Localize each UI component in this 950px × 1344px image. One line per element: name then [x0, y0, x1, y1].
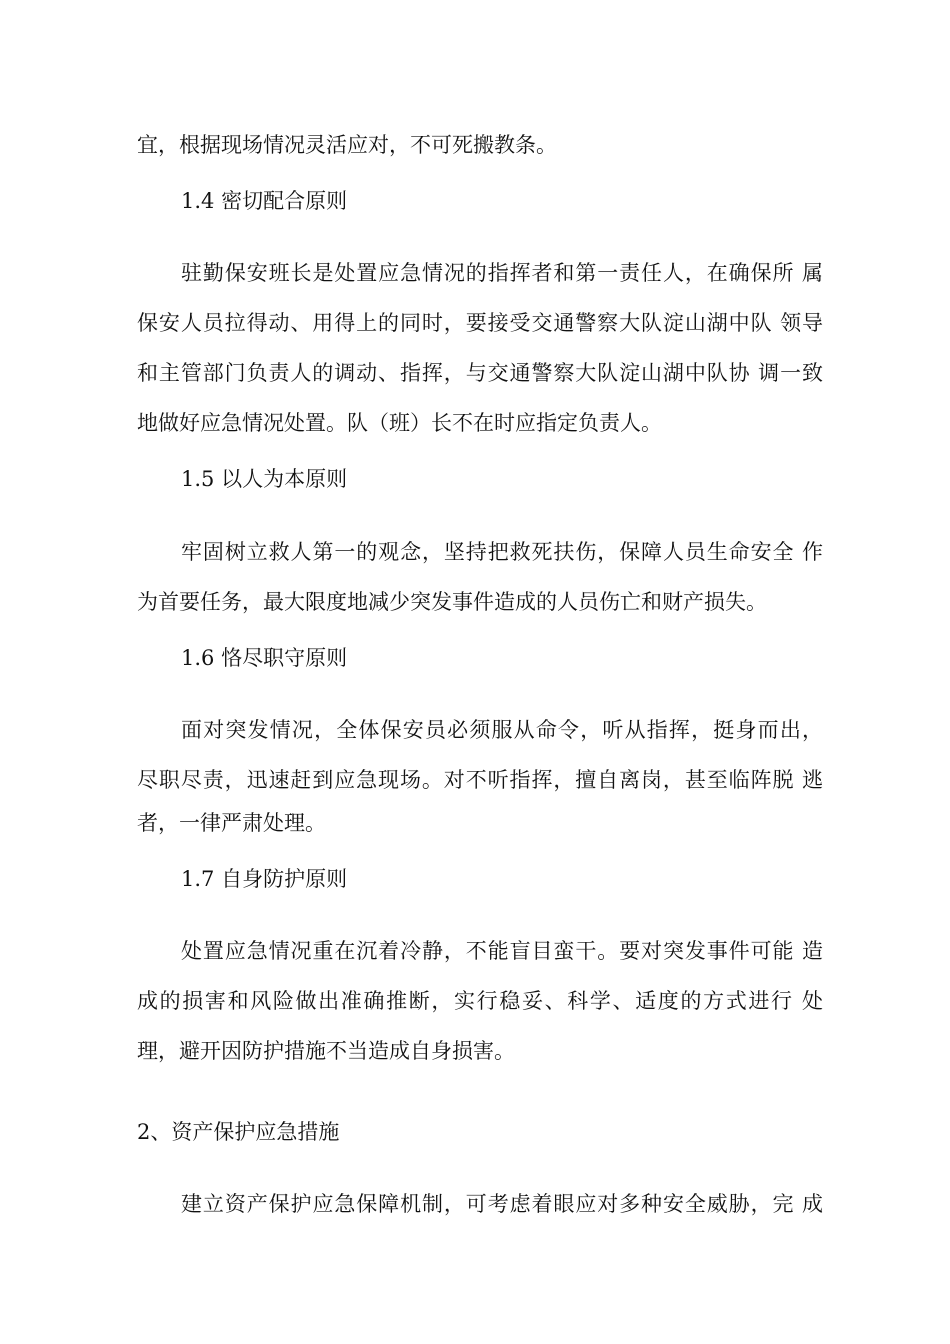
- paragraph-line: 处置应急情况重在沉着冷静，不能盲目蛮干。要对突发事件可能 造: [181, 939, 823, 963]
- paragraph-line: 保安人员拉得动、用得上的同时，要接受交通警察大队淀山湖中队 领导: [137, 311, 823, 335]
- paragraph-line: 地做好应急情况处置。队（班）长不在时应指定负责人。: [137, 411, 662, 435]
- paragraph-line: 面对突发情况，全体保安员必须服从命令，听从指挥，挺身而出，: [181, 718, 823, 742]
- section-heading-1-7: 1.7 自身防护原则: [181, 867, 348, 891]
- paragraph-line: 驻勤保安班长是处置应急情况的指挥者和第一责任人，在确保所 属: [181, 261, 823, 285]
- section-heading-1-4: 1.4 密切配合原则: [181, 189, 348, 213]
- paragraph-line: 成的损害和风险做出准确推断，实行稳妥、科学、适度的方式进行 处: [137, 989, 823, 1013]
- paragraph-line: 宜，根据现场情况灵活应对，不可死搬教条。: [137, 133, 557, 157]
- section-heading-1-5: 1.5 以人为本原则: [181, 467, 348, 491]
- paragraph-line: 和主管部门负责人的调动、指挥，与交通警察大队淀山湖中队协 调一致: [137, 361, 823, 385]
- paragraph-line: 理，避开因防护措施不当造成自身损害。: [137, 1039, 515, 1063]
- paragraph-line: 者，一律严肃处理。: [137, 811, 326, 835]
- section-heading-1-6: 1.6 恪尽职守原则: [181, 646, 348, 670]
- paragraph-line: 尽职尽责，迅速赶到应急现场。对不听指挥，擅自离岗，甚至临阵脱 逃: [137, 768, 823, 792]
- paragraph-line: 建立资产保护应急保障机制，可考虑着眼应对多种安全威胁，完 成: [181, 1192, 823, 1216]
- section-heading-2: 2、资产保护应急措施: [137, 1120, 340, 1144]
- paragraph-line: 为首要任务，最大限度地减少突发事件造成的人员伤亡和财产损失。: [137, 590, 767, 614]
- paragraph-line: 牢固树立救人第一的观念，坚持把救死扶伤，保障人员生命安全 作: [181, 540, 823, 564]
